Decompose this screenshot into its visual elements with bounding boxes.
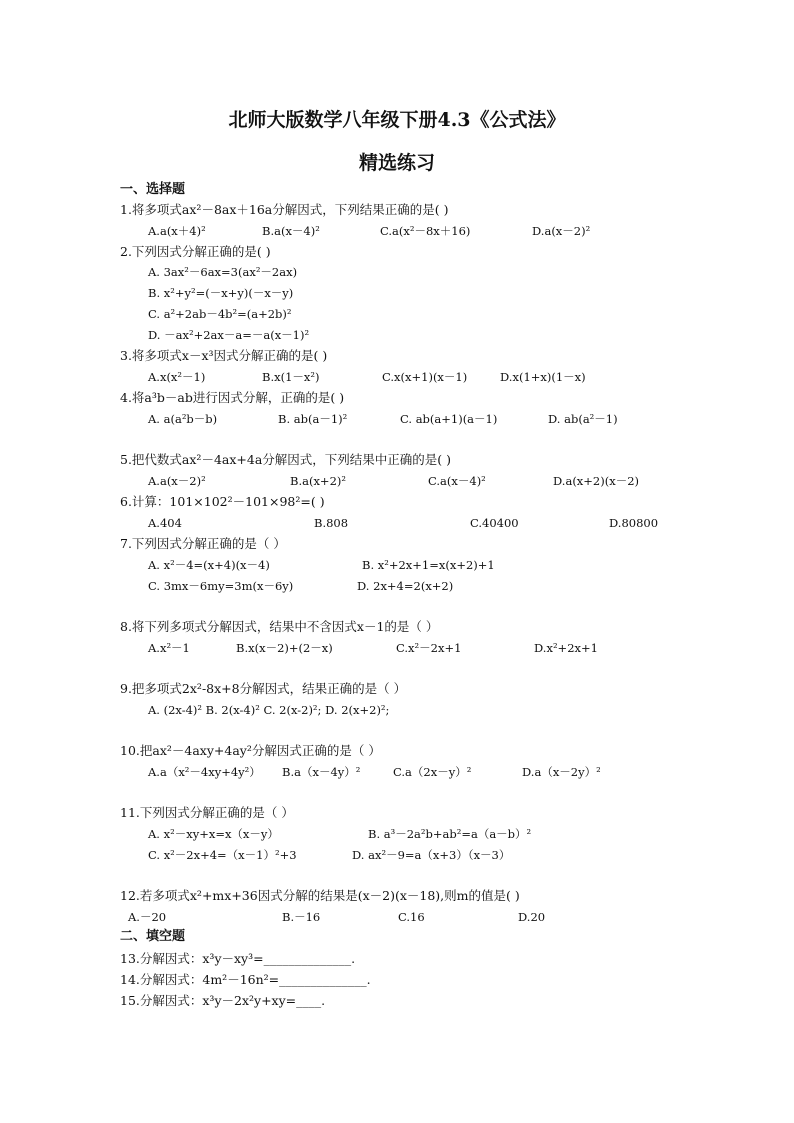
section-heading-choice: 一、选择题 bbox=[120, 182, 186, 197]
document-title: 北师大版数学八年级下册4.3《公式法》 bbox=[228, 109, 566, 131]
question-14: 14.分解因式：4m²－16n²=______________. bbox=[120, 972, 371, 987]
question-6-option-d: D.80800 bbox=[609, 516, 659, 530]
question-11-option-a: A. x²－xy+x=x（x－y） bbox=[148, 827, 279, 841]
question-2-option-a: A. 3ax²－6ax=3(ax²－2ax) bbox=[148, 265, 298, 279]
question-10-stem: 10.把ax²－4axy+4ay²分解因式正确的是（ ） bbox=[120, 743, 381, 758]
question-7-option-a: A. x²－4=(x+4)(x－4) bbox=[148, 558, 270, 572]
question-1-option-b: B.a(x－4)² bbox=[262, 224, 320, 238]
question-8-option-d: D.x²+2x+1 bbox=[534, 641, 598, 655]
question-10-option-a: A.a（x²－4xy+4y²） bbox=[148, 765, 261, 779]
question-4-option-a: A. a(a²b－b) bbox=[148, 412, 218, 426]
question-12-option-b: B.－16 bbox=[282, 910, 321, 924]
question-12-stem: 12.若多项式x²+mx+36因式分解的结果是(x－2)(x－18),则m的值是( ) bbox=[120, 888, 520, 903]
question-1-option-a: A.a(x＋4)² bbox=[148, 224, 206, 238]
question-8-stem: 8.将下列多项式分解因式，结果中不含因式x－1的是（ ） bbox=[120, 619, 439, 634]
question-6-option-c: C.40400 bbox=[470, 516, 519, 530]
question-9-stem: 9.把多项式2x²-8x+8分解因式，结果正确的是（ ） bbox=[120, 681, 407, 696]
question-11-stem: 11.下列因式分解正确的是（ ） bbox=[120, 805, 294, 820]
question-11-option-b: B. a³－2a²b+ab²=a（a－b）² bbox=[368, 827, 532, 841]
question-8-option-c: C.x²－2x+1 bbox=[396, 641, 462, 655]
question-11-option-c: C. x²－2x+4=（x－1）²+3 bbox=[148, 848, 297, 862]
question-1-option-d: D.a(x－2)² bbox=[532, 224, 591, 238]
question-5-option-a: A.a(x－2)² bbox=[148, 474, 206, 488]
question-12-option-d: D.20 bbox=[518, 910, 546, 924]
question-5-option-b: B.a(x+2)² bbox=[290, 474, 346, 488]
question-11-option-d: D. ax²－9=a（x+3）（x－3） bbox=[352, 848, 511, 862]
question-9-options: A. (2x-4)² B. 2(x-4)² C. 2(x-2)²; D. 2(x+2)²; bbox=[148, 703, 390, 717]
question-12-option-a: A.－20 bbox=[128, 910, 167, 924]
question-4-option-d: D. ab(a²－1) bbox=[548, 412, 618, 426]
document-subtitle: 精选练习 bbox=[358, 152, 435, 174]
question-4-option-c: C. ab(a+1)(a－1) bbox=[400, 412, 498, 426]
question-3-stem: 3.将多项式x－x³因式分解正确的是( ) bbox=[120, 348, 328, 363]
question-8-option-b: B.x(x－2)+(2－x) bbox=[236, 641, 333, 655]
question-1-option-c: C.a(x²－8x＋16) bbox=[380, 224, 471, 238]
question-4-stem: 4.将a³b－ab进行因式分解，正确的是( ) bbox=[120, 390, 345, 405]
question-7-stem: 7.下列因式分解正确的是（ ） bbox=[120, 536, 286, 551]
question-5-option-c: C.a(x－4)² bbox=[428, 474, 486, 488]
question-7-option-d: D. 2x+4=2(x+2) bbox=[357, 579, 454, 593]
question-10-option-b: B.a（x－4y）² bbox=[282, 765, 361, 779]
question-5-option-d: D.a(x+2)(x－2) bbox=[553, 474, 640, 488]
question-13: 13.分解因式：x³y－xy³=______________. bbox=[120, 951, 356, 966]
question-6-option-a: A.404 bbox=[148, 516, 182, 530]
question-5-stem: 5.把代数式ax²－4ax+4a分解因式，下列结果中正确的是( ) bbox=[120, 452, 452, 467]
question-3-option-a: A.x(x²－1) bbox=[148, 370, 206, 384]
question-2-stem: 2.下列因式分解正确的是( ) bbox=[120, 244, 271, 259]
question-2-option-b: B. x²+y²=(－x+y)(－x－y) bbox=[148, 286, 294, 300]
question-4-option-b: B. ab(a－1)² bbox=[278, 412, 348, 426]
section-heading-fill: 二、填空题 bbox=[120, 929, 186, 944]
question-7-option-b: B. x²+2x+1=x(x+2)+1 bbox=[362, 558, 495, 572]
question-3-option-d: D.x(1+x)(1－x) bbox=[500, 370, 586, 384]
question-10-option-d: D.a（x－2y）² bbox=[522, 765, 601, 779]
question-3-option-c: C.x(x+1)(x－1) bbox=[382, 370, 468, 384]
question-8-option-a: A.x²－1 bbox=[148, 641, 190, 655]
question-1-stem: 1.将多项式ax²－8ax＋16a分解因式，下列结果正确的是( ) bbox=[120, 202, 449, 217]
question-12-option-c: C.16 bbox=[398, 910, 425, 924]
question-7-option-c: C. 3mx－6my=3m(x－6y) bbox=[148, 579, 294, 593]
question-6-option-b: B.808 bbox=[314, 516, 349, 530]
question-6-stem: 6.计算：101×102²－101×98²=( ) bbox=[120, 494, 325, 509]
question-10-option-c: C.a（2x－y）² bbox=[393, 765, 472, 779]
question-2-option-c: C. a²+2ab－4b²=(a+2b)² bbox=[148, 307, 292, 321]
question-15: 15.分解因式：x³y－2x²y+xy=____. bbox=[120, 993, 326, 1008]
question-3-option-b: B.x(1－x²) bbox=[262, 370, 320, 384]
question-2-option-d: D. －ax²+2ax－a=－a(x－1)² bbox=[148, 328, 310, 342]
